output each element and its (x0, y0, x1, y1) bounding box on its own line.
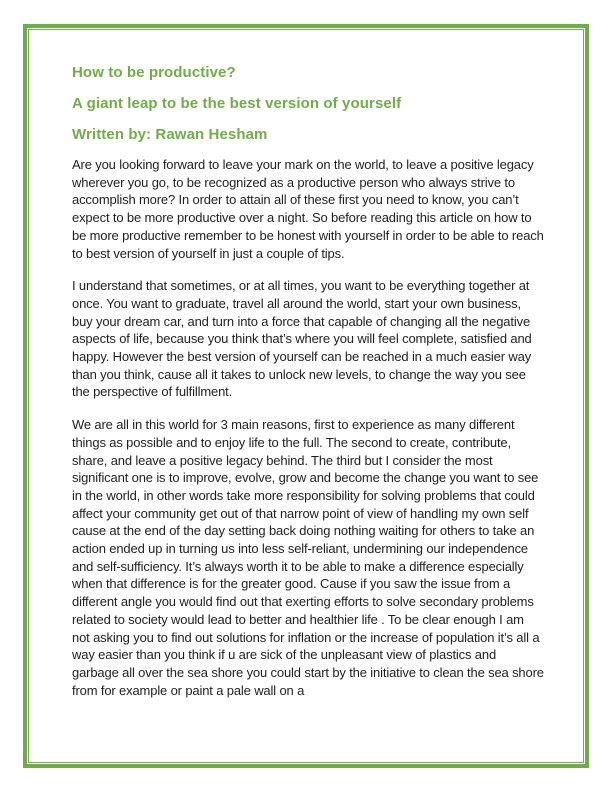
document-byline: Written by: Rawan Hesham (72, 126, 268, 143)
document-subtitle: A giant leap to be the best version of yourself (72, 95, 402, 112)
document-content (72, 63, 544, 714)
document-title: How to be productive? (72, 64, 236, 81)
paragraph-three-reasons: We are all in this world for 3 main reasons, first to experience as many different things as possible and to enjoy life to the full. The second to create, contribute, share, and leave a positive legacy behind. The third but I consider the most significant one is to improve, evolve, grow and become the change you want to see in the world, in other words take more responsibility for solving problems that could affect your community get out of that narrow point of view of handling my own self cause at the end of the day setting back doing nothing waiting for others to take an action ended up in turning us into less self-reliant, undermining our independence and self-sufficiency. It’s always worth it to be able to make a difference especially when that difference is for the greater good. Cause if you saw the issue from a different angle you would find out that exerting efforts to solve secondary problems related to society would lead to better and healthier life . To be clear enough I am not asking you to find out solutions for inflation or the increase of population it’s all a way easier than you think if u are sick of the unpleasant view of plastics and garbage all over the sea shore you could start by the initiative to clean the sea shore from for example or paint a pale wall on a (72, 417, 544, 698)
paragraph-understanding: I understand that sometimes, or at all times, you want to be everything together at once. You want to graduate, travel all around the world, start your own business, buy your dream car, and turn into a force that capable of changing all the negative aspects of life, because you think that’s where you will feel complete, satisfied and happy. However the best version of yourself can be reached in a much easier way than you think, cause all it takes to unlock new levels, to change the way you see the perspective of fulfillment. (72, 278, 532, 400)
paragraph-intro: Are you looking forward to leave your mark on the world, to leave a positive legacy wherever you go, to be recognized as a productive person who always strive to accomplish more? In order to attain all of these first you need to know, you can’t expect to be more productive over a night. So before reading this article on how to be more productive remember to be honest with yourself in order to be able to reach to best version of yourself in just a couple of tips. (72, 157, 544, 261)
